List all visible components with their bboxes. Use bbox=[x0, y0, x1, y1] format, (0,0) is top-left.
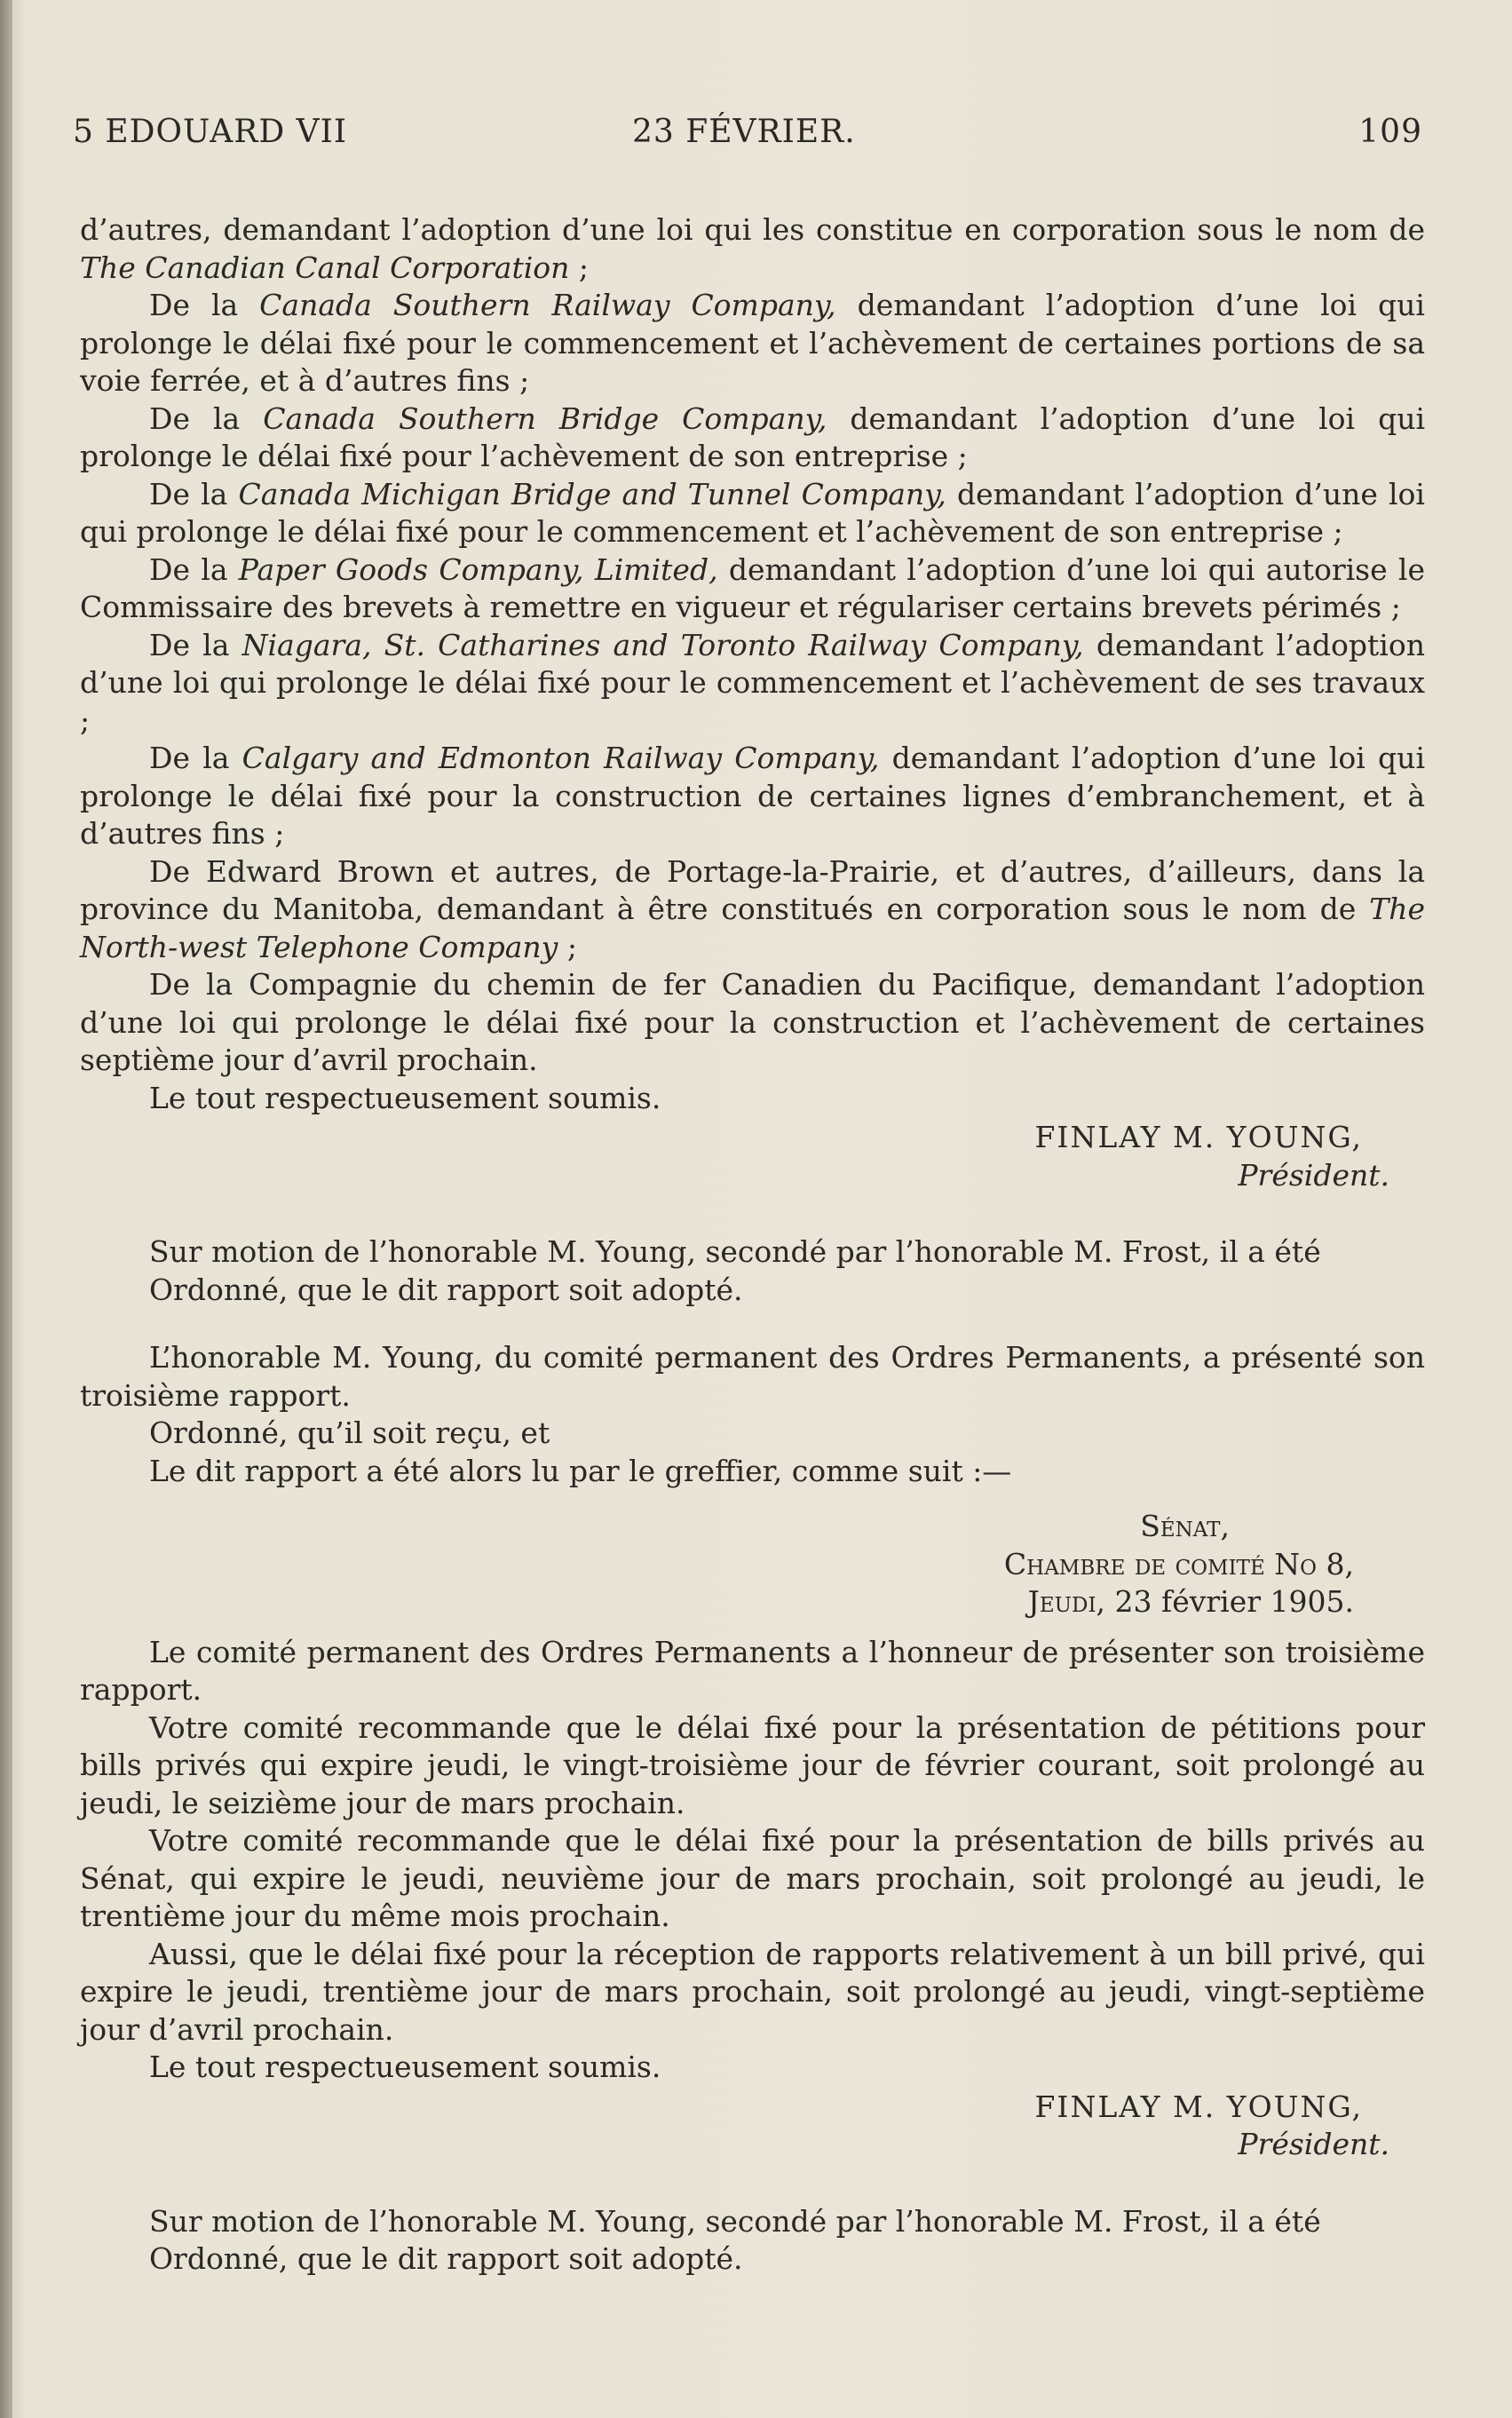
heading-date-text: 23 février 1905. bbox=[1114, 1584, 1354, 1619]
paragraph bbox=[80, 211, 1425, 287]
paragraph bbox=[80, 476, 1425, 551]
paragraph-text: demandant l’adoption d’une loi qui prolonge le délai fixé pour le commencement et l’achèvement de certaines portions de sa voie ferrée, et à d’autres fins ; bbox=[80, 288, 1425, 398]
paragraph: Le comité permanent des Ordres Permanents a l’honneur de présenter son troisième rapport. bbox=[80, 1634, 1425, 1707]
paragraph-text: ; bbox=[569, 250, 590, 285]
paragraph: Votre comité recommande que le délai fixé pour la présentation de bills privés au Sénat, qui expire le jeudi, neuvième jour de mars prochain, soit prolongé au jeudi, le trentième jour du même mois prochain. bbox=[80, 1823, 1425, 1933]
paragraph: De la Compagnie du chemin de fer Canadien du Pacifique, demandant l’adoption d’une loi qui prolonge le délai fixé pour la construction et l’achèvement de certaines septième jour d’avril prochain. bbox=[80, 967, 1425, 1077]
header-date: 23 FÉVRIER. bbox=[632, 114, 856, 150]
paragraph-text: De la bbox=[149, 741, 230, 775]
signature-title: Président. bbox=[1238, 2127, 1389, 2161]
spacer bbox=[80, 1194, 1425, 1233]
paragraph-text: d’autres, demandant l’adoption d’une loi qui les constitue en corporation sous le nom de bbox=[80, 212, 1425, 247]
closing-line: Le tout respectueusement soumis. bbox=[149, 2049, 661, 2084]
company-name: Niagara, St. Catharines and Toronto Railway Company, bbox=[241, 627, 1084, 662]
paragraph bbox=[80, 740, 1425, 853]
header-session: 5 EDOUARD VII bbox=[73, 114, 348, 150]
signature-name: FINLAY M. YOUNG, bbox=[1034, 2089, 1363, 2124]
spacer bbox=[80, 1309, 1425, 1339]
paragraph-text: demandant l’adoption d’une loi qui autorise le Commissaire des brevets à remettre en vigueur et régulariser certains brevets périmés ; bbox=[80, 551, 1425, 624]
paragraph bbox=[80, 551, 1425, 627]
company-name: Canada Michigan Bridge and Tunnel Company, bbox=[238, 476, 946, 511]
paragraph: L’honorable M. Young, du comité permanent des Ordres Permanents, a présenté son troisième rapport. bbox=[80, 1340, 1425, 1413]
heading-date bbox=[80, 1583, 1354, 1621]
motion-line: Sur motion de l’honorable M. Young, secondé par l’honorable M. Frost, il a été bbox=[149, 2203, 1321, 2239]
paragraph bbox=[80, 287, 1425, 400]
paragraph bbox=[80, 853, 1425, 967]
company-name: The Canadian Canal Corporation bbox=[80, 250, 570, 285]
company-name: Calgary and Edmonton Railway Company, bbox=[241, 741, 880, 775]
heading-room-text: Chambre de comité No 8, bbox=[1003, 1546, 1354, 1582]
signature-name: FINLAY M. YOUNG, bbox=[1034, 1120, 1363, 1154]
paragraph bbox=[80, 627, 1425, 741]
page-number: 109 bbox=[1358, 114, 1422, 150]
paragraph-text: De la bbox=[149, 551, 228, 587]
paragraph: Le dit rapport a été alors lu par le greffier, comme suit :— bbox=[149, 1453, 1012, 1488]
company-name: Paper Goods Company, Limited, bbox=[238, 551, 718, 587]
paragraph-text: De la bbox=[149, 476, 228, 511]
spacer bbox=[80, 1621, 1425, 1634]
paragraph-text: De la bbox=[149, 627, 230, 662]
closing-line: Le tout respectueusement soumis. bbox=[149, 1080, 661, 1115]
heading-senate: Sénat, bbox=[1140, 1509, 1230, 1543]
company-name: The North-west Telephone Company bbox=[80, 892, 1426, 964]
paragraph bbox=[80, 400, 1425, 476]
paragraph-text: demandant l’adoption d’une loi qui prolonge le délai fixé pour le commencement et l’achèvement de ses travaux ; bbox=[80, 627, 1425, 738]
paragraph-text: demandant l’adoption d’une loi qui prolonge le délai fixé pour le commencement et l’achèvement de son entreprise ; bbox=[80, 476, 1425, 549]
spacer bbox=[80, 2164, 1425, 2203]
heading-day: Jeudi, bbox=[1027, 1584, 1106, 1619]
paragraph-text: demandant l’adoption d’une loi qui prolonge le délai fixé pour l’achèvement de son entreprise ; bbox=[80, 400, 1426, 473]
report-heading bbox=[80, 1508, 1354, 1621]
journal-body bbox=[80, 211, 1425, 2279]
paragraph-text: ; bbox=[558, 929, 577, 964]
paragraph-text: De la bbox=[149, 400, 241, 436]
paragraph: Votre comité recommande que le délai fixé pour la présentation de pétitions pour bills privés qui expire jeudi, le vingt-troisième jour de février courant, soit prolongé au jeudi, le seizième jour de mars prochain. bbox=[80, 1709, 1425, 1820]
paragraph-text: De la bbox=[149, 288, 239, 322]
company-name: Canada Southern Railway Company, bbox=[259, 288, 836, 322]
running-header bbox=[73, 114, 1422, 158]
book-spine-shadow bbox=[0, 0, 12, 2418]
paragraph-text: demandant l’adoption d’une loi qui prolonge le délai fixé pour la construction de certaines lignes d’embranchement, et à d’autres fins ; bbox=[80, 741, 1425, 851]
paragraph-text: De Edward Brown et autres, de Portage-la-Prairie, et d’autres, d’ailleurs, dans la province du Manitoba, demandant à être constitués en corporation sous le nom de bbox=[80, 853, 1425, 926]
motion-line: Sur motion de l’honorable M. Young, secondé par l’honorable M. Frost, il a été bbox=[149, 1234, 1321, 1269]
motion-line: Ordonné, que le dit rapport soit adopté. bbox=[149, 2241, 743, 2276]
heading-room bbox=[80, 1546, 1354, 1584]
signature-title: Président. bbox=[1238, 1157, 1389, 1193]
motion-line: Ordonné, que le dit rapport soit adopté. bbox=[149, 1272, 743, 1307]
paragraph: Ordonné, qu’il soit reçu, et bbox=[149, 1415, 550, 1450]
paragraph: Aussi, que le délai fixé pour la réception de rapports relativement à un bill privé, qui expire le jeudi, trentième jour de mars prochain, soit prolongé au jeudi, vingt-septième jour d’avril prochain. bbox=[80, 1936, 1425, 2047]
company-name: Canada Southern Bridge Company, bbox=[263, 400, 827, 436]
